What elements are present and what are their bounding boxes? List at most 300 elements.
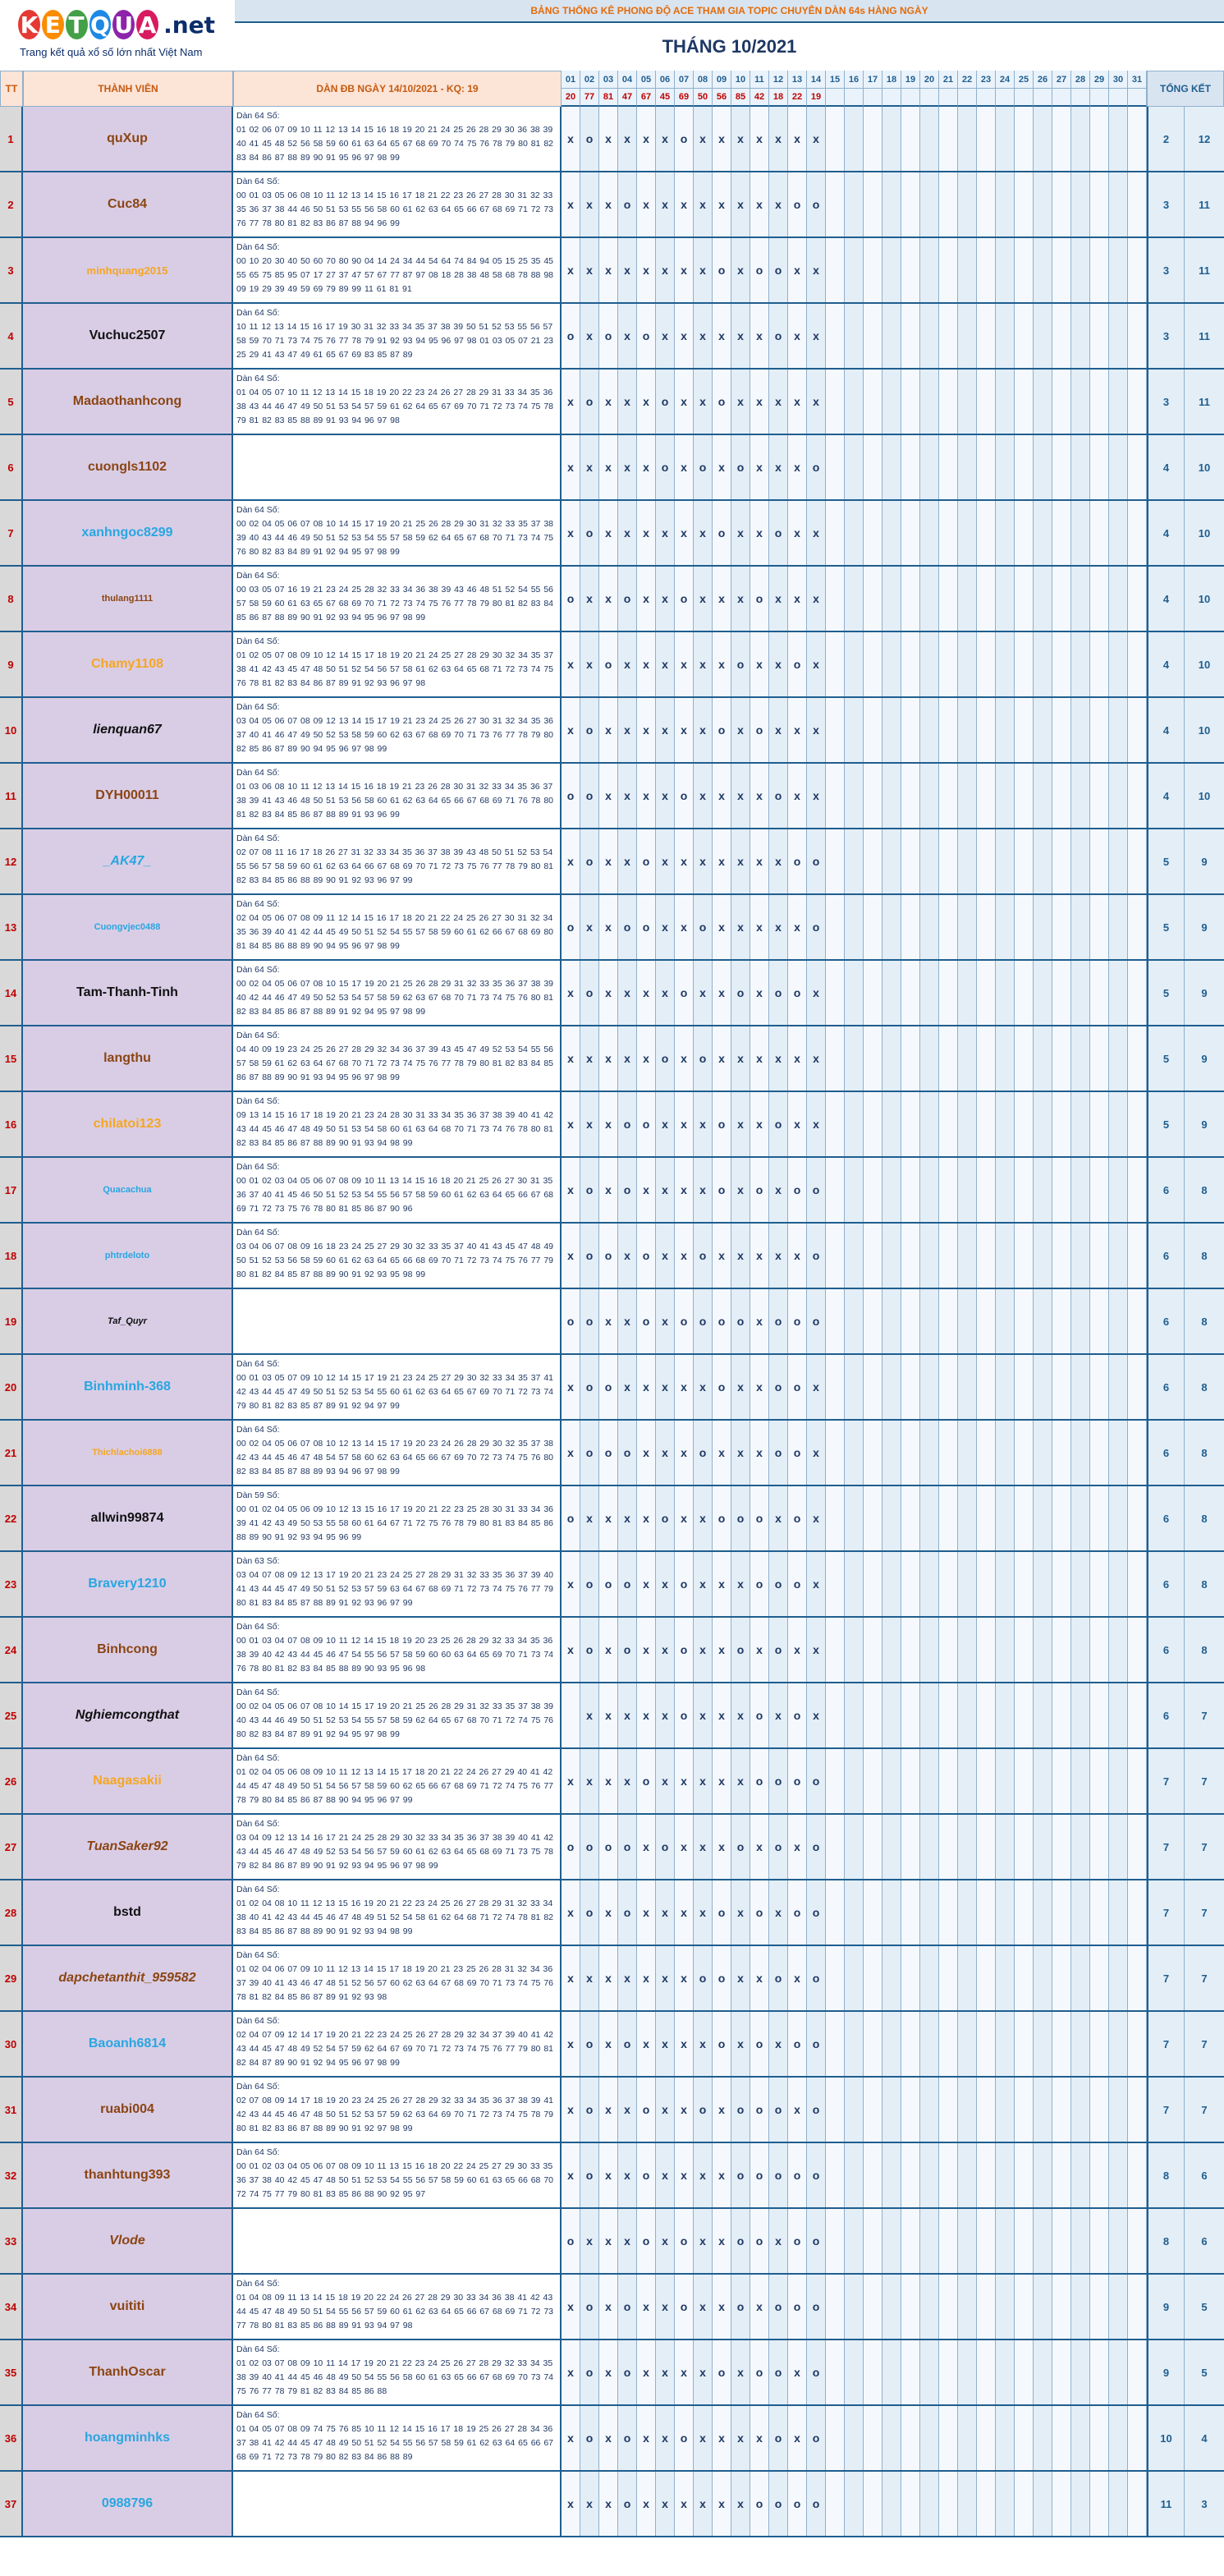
total-o: 7 xyxy=(1185,1946,1224,2010)
day-mark: x xyxy=(637,2472,656,2536)
member-name[interactable]: Chamy1108 xyxy=(23,632,233,696)
day-mark: o xyxy=(580,961,599,1025)
total-x: 8 xyxy=(1147,2209,1185,2273)
member-name[interactable]: Nghiemcongthat xyxy=(23,1683,233,1747)
member-name[interactable]: Binhminh-368 xyxy=(23,1355,233,1419)
day-mark: x xyxy=(807,238,826,302)
day-mark xyxy=(1052,567,1071,631)
member-name[interactable]: minhquang2015 xyxy=(23,238,233,302)
day-mark xyxy=(1015,238,1034,302)
day-mark: x xyxy=(618,1486,637,1550)
logo-letter: U xyxy=(112,10,135,39)
day-mark: x xyxy=(807,1026,826,1091)
member-name[interactable]: ThanhOscar xyxy=(23,2340,233,2404)
day-mark xyxy=(977,1815,996,1879)
day-mark xyxy=(882,2472,901,2536)
row-index: 20 xyxy=(0,1355,23,1419)
member-name[interactable]: phtrdeloto xyxy=(23,1224,233,1288)
day-mark: x xyxy=(637,961,656,1025)
day-mark xyxy=(1071,1683,1090,1747)
day-mark xyxy=(1052,435,1071,499)
day-mark xyxy=(1071,172,1090,236)
day-mark: x xyxy=(618,2209,637,2273)
day-mark xyxy=(864,2012,882,2076)
day-mark: x xyxy=(788,1092,807,1156)
day-mark: x xyxy=(675,1026,694,1091)
day-mark: o xyxy=(807,829,826,893)
day-mark xyxy=(1109,829,1128,893)
row-index: 2 xyxy=(0,172,23,236)
day-mark: o xyxy=(618,2012,637,2076)
day-mark xyxy=(901,2143,920,2207)
dan-count-label: Dàn 64 Số: xyxy=(236,308,280,318)
day-mark xyxy=(1090,238,1109,302)
member-name[interactable]: Naagasakii xyxy=(23,1749,233,1813)
day-mark xyxy=(882,2143,901,2207)
day-mark: x xyxy=(656,567,675,631)
day-mark: o xyxy=(656,1815,675,1879)
day-mark: x xyxy=(713,1683,731,1747)
member-name[interactable]: Binhcong xyxy=(23,1618,233,1682)
total-x: 4 xyxy=(1147,764,1185,828)
day-mark xyxy=(958,2209,977,2273)
day-mark xyxy=(1128,2078,1147,2142)
member-name[interactable]: Madaothanhcong xyxy=(23,370,233,434)
day-mark: o xyxy=(769,1355,788,1419)
day-mark: x xyxy=(599,2340,618,2404)
day-mark: x xyxy=(694,1092,713,1156)
day-mark: x xyxy=(618,1224,637,1288)
member-name[interactable]: lienquan67 xyxy=(23,698,233,762)
day-mark: o xyxy=(750,698,769,762)
day-mark xyxy=(977,2275,996,2339)
day-mark: o xyxy=(694,1026,713,1091)
member-name[interactable]: Quacachua xyxy=(23,1158,233,1222)
day-mark xyxy=(1128,1224,1147,1288)
day-mark xyxy=(882,1815,901,1879)
day-mark: x xyxy=(694,1683,713,1747)
day-mark xyxy=(1090,895,1109,959)
day-mark xyxy=(901,1158,920,1222)
day-mark xyxy=(977,1749,996,1813)
day-mark xyxy=(901,698,920,762)
day-mark: o xyxy=(599,632,618,696)
member-name[interactable]: Vuchuc2507 xyxy=(23,304,233,368)
day-mark xyxy=(1052,2209,1071,2273)
day-mark xyxy=(845,2340,864,2404)
day-mark: x xyxy=(599,1749,618,1813)
member-name[interactable]: dapchetanthit_959582 xyxy=(23,1946,233,2010)
day-mark xyxy=(1090,1618,1109,1682)
day-mark: x xyxy=(807,1355,826,1419)
day-mark xyxy=(1071,238,1090,302)
day-mark xyxy=(1034,435,1052,499)
day-mark: x xyxy=(731,1946,750,2010)
day-mark xyxy=(1034,1618,1052,1682)
day-mark xyxy=(939,1421,958,1485)
day-mark xyxy=(901,764,920,828)
total-x: 7 xyxy=(1147,2012,1185,2076)
day-mark: x xyxy=(580,1092,599,1156)
day-mark: o xyxy=(618,2340,637,2404)
day-mark xyxy=(1034,1815,1052,1879)
day-mark xyxy=(1052,632,1071,696)
member-name[interactable]: thanhtung393 xyxy=(23,2143,233,2207)
member-name[interactable]: langthu xyxy=(23,1026,233,1091)
day-mark xyxy=(1109,1552,1128,1616)
day-mark: o xyxy=(694,435,713,499)
day-mark xyxy=(958,1486,977,1550)
total-o: 10 xyxy=(1185,632,1224,696)
day-mark: x xyxy=(750,172,769,236)
day-mark: x xyxy=(675,1224,694,1288)
day-mark xyxy=(845,2209,864,2273)
day-mark: x xyxy=(599,1946,618,2010)
row-index: 34 xyxy=(0,2275,23,2339)
day-mark xyxy=(977,304,996,368)
table-row xyxy=(0,2472,1224,2537)
day-mark: o xyxy=(807,2406,826,2470)
row-index: 4 xyxy=(0,304,23,368)
member-name[interactable]: Thichlachoi6888 xyxy=(23,1421,233,1485)
member-name[interactable]: xanhngoc8299 xyxy=(23,501,233,565)
day-mark: x xyxy=(713,1421,731,1485)
member-dan xyxy=(233,2209,562,2273)
member-name[interactable]: Taf_Quyr xyxy=(23,1289,233,1353)
day-mark xyxy=(826,2340,845,2404)
dan-numbers: 00 02 04 05 06 07 08 10 12 13 14 15 17 19 20 23 24 26 28 29 30 32 35 37 38 42 43 44 45 46 47 48 54 57 58 60 62 63 64 65 66 67 69 70 72 73 74 75 76 80 82 83 84 85 87 88 89 93 94 96 97 98 99 xyxy=(236,1439,553,1476)
day-mark xyxy=(1071,1946,1090,2010)
day-mark: x xyxy=(599,2406,618,2470)
row-index: 13 xyxy=(0,895,23,959)
day-mark: o xyxy=(731,2078,750,2142)
day-number: 17 xyxy=(864,71,882,89)
total-x: 4 xyxy=(1147,698,1185,762)
day-mark: o xyxy=(580,1618,599,1682)
table-row xyxy=(0,2406,1224,2472)
day-mark xyxy=(1071,1355,1090,1419)
member-name[interactable]: _AK47_ xyxy=(23,829,233,893)
member-dan xyxy=(233,1026,562,1091)
member-name[interactable]: 0988796 xyxy=(23,2472,233,2536)
day-mark xyxy=(958,1749,977,1813)
table-row xyxy=(0,2209,1224,2275)
member-dan xyxy=(233,370,562,434)
day-mark xyxy=(1071,2472,1090,2536)
logo-wordmark[interactable] xyxy=(18,7,215,43)
day-mark xyxy=(977,829,996,893)
member-name[interactable]: vuititi xyxy=(23,2275,233,2339)
day-mark xyxy=(939,2472,958,2536)
table-row xyxy=(0,2012,1224,2078)
day-mark xyxy=(939,2209,958,2273)
day-mark: x xyxy=(713,1224,731,1288)
day-mark xyxy=(1071,2012,1090,2076)
day-mark xyxy=(1015,370,1034,434)
day-mark xyxy=(1128,1421,1147,1485)
day-mark: x xyxy=(788,2340,807,2404)
day-mark: x xyxy=(656,1618,675,1682)
member-name[interactable]: hoangminhks xyxy=(23,2406,233,2470)
day-mark xyxy=(920,172,939,236)
day-mark: o xyxy=(580,501,599,565)
day-mark: o xyxy=(562,764,580,828)
member-name[interactable]: Cuc84 xyxy=(23,172,233,236)
day-mark xyxy=(1071,107,1090,171)
day-mark xyxy=(939,238,958,302)
day-mark: o xyxy=(807,1158,826,1222)
member-dan xyxy=(233,1421,562,1485)
day-mark: x xyxy=(769,1486,788,1550)
row-index: 16 xyxy=(0,1092,23,1156)
day-mark: o xyxy=(788,1880,807,1945)
member-dan xyxy=(233,2275,562,2339)
day-mark: x xyxy=(694,2406,713,2470)
day-mark xyxy=(920,1026,939,1091)
row-index: 24 xyxy=(0,1618,23,1682)
member-dan xyxy=(233,1552,562,1616)
member-name[interactable]: Tam-Thanh-Tinh xyxy=(23,961,233,1025)
day-mark xyxy=(882,1158,901,1222)
day-mark: x xyxy=(562,2012,580,2076)
day-mark xyxy=(864,1092,882,1156)
day-mark xyxy=(1128,1355,1147,1419)
day-mark: x xyxy=(788,2078,807,2142)
day-mark: o xyxy=(731,2209,750,2273)
day-mark: x xyxy=(731,172,750,236)
day-mark xyxy=(996,2143,1015,2207)
day-mark: x xyxy=(788,238,807,302)
member-name[interactable]: thulang1111 xyxy=(23,567,233,631)
day-mark xyxy=(958,1815,977,1879)
day-mark xyxy=(958,1158,977,1222)
site-logo[interactable] xyxy=(0,0,233,69)
day-mark: o xyxy=(618,1552,637,1616)
day-mark: x xyxy=(769,1158,788,1222)
dan-numbers: 00 01 02 03 04 05 06 07 08 09 10 11 13 14 15 16 18 20 21 25 26 27 30 31 35 36 37 40 41 45 46 50 51 52 53 54 55 56 57 58 59 60 61 62 63 64 65 66 67 68 69 71 72 73 75 76 78 80 81 85 86 87 90 96 xyxy=(236,1176,553,1214)
dan-numbers: 03 04 05 06 07 08 09 12 13 14 15 17 19 21 23 24 25 26 27 30 31 32 34 35 36 37 40 41 46 47 49 50 52 53 58 59 60 62 63 67 68 69 70 71 73 76 77 78 79 80 82 85 86 87 89 90 94 95 96 97 98 99 xyxy=(236,716,553,754)
dan-count-label: Dàn 64 Số: xyxy=(236,2016,280,2026)
day-mark: x xyxy=(599,764,618,828)
day-mark xyxy=(996,435,1015,499)
total-x: 7 xyxy=(1147,1880,1185,1945)
day-mark: o xyxy=(694,2078,713,2142)
total-x: 7 xyxy=(1147,2078,1185,2142)
table-row xyxy=(0,1683,1224,1749)
day-mark xyxy=(1034,2340,1052,2404)
day-mark xyxy=(1090,2143,1109,2207)
day-mark xyxy=(958,2472,977,2536)
table-row xyxy=(0,1026,1224,1092)
day-mark: o xyxy=(731,2275,750,2339)
member-name[interactable]: bstd xyxy=(23,1880,233,1945)
day-mark xyxy=(977,501,996,565)
day-mark: x xyxy=(656,238,675,302)
day-mark: x xyxy=(694,2275,713,2339)
day-mark xyxy=(1071,2406,1090,2470)
day-mark: x xyxy=(656,1355,675,1419)
day-mark xyxy=(1109,435,1128,499)
day-mark xyxy=(939,764,958,828)
day-mark xyxy=(1128,1486,1147,1550)
day-mark xyxy=(1034,764,1052,828)
day-mark: o xyxy=(807,2209,826,2273)
day-mark xyxy=(1052,698,1071,762)
total-o: 7 xyxy=(1185,2078,1224,2142)
day-mark: o xyxy=(618,1815,637,1879)
day-result: 18 xyxy=(769,89,788,107)
day-mark xyxy=(1052,2472,1071,2536)
member-dan xyxy=(233,1683,562,1747)
day-mark xyxy=(845,1158,864,1222)
dan-numbers: 02 04 07 09 12 14 17 19 20 21 22 23 24 25 26 27 28 29 32 34 37 39 40 41 42 43 44 45 47 48 49 52 54 57 59 62 64 67 69 70 71 72 73 74 75 76 77 79 80 81 82 84 87 89 90 91 92 94 95 96 97 98 99 xyxy=(236,2030,553,2068)
member-name[interactable]: quXup xyxy=(23,107,233,171)
member-name[interactable]: TuanSaker92 xyxy=(23,1815,233,1879)
day-mark xyxy=(1071,1421,1090,1485)
day-mark xyxy=(882,1224,901,1288)
day-result: 69 xyxy=(675,89,694,107)
day-mark xyxy=(1034,698,1052,762)
day-mark: o xyxy=(637,829,656,893)
day-mark xyxy=(864,370,882,434)
day-mark: x xyxy=(769,370,788,434)
day-mark: o xyxy=(580,764,599,828)
member-dan xyxy=(233,1158,562,1222)
day-mark xyxy=(1128,2340,1147,2404)
day-mark xyxy=(845,370,864,434)
day-mark: x xyxy=(769,567,788,631)
day-result: 85 xyxy=(731,89,750,107)
day-mark: o xyxy=(788,1289,807,1353)
day-mark xyxy=(1109,698,1128,762)
row-index: 32 xyxy=(0,2143,23,2207)
day-result xyxy=(996,89,1015,107)
table-row xyxy=(0,895,1224,961)
day-mark: o xyxy=(580,2012,599,2076)
member-name[interactable]: Baoanh6814 xyxy=(23,2012,233,2076)
day-mark xyxy=(939,961,958,1025)
day-mark: x xyxy=(713,2472,731,2536)
member-name[interactable]: DYH00011 xyxy=(23,764,233,828)
day-mark: x xyxy=(750,961,769,1025)
member-name[interactable]: chilatoi123 xyxy=(23,1092,233,1156)
day-mark: x xyxy=(599,1289,618,1353)
day-mark: x xyxy=(618,698,637,762)
day-mark: o xyxy=(580,1880,599,1945)
day-mark xyxy=(996,370,1015,434)
day-mark: x xyxy=(618,1289,637,1353)
member-name[interactable]: Bravery1210 xyxy=(23,1552,233,1616)
logo-tagline: Trang kết quả xổ số lớn nhất Việt Nam xyxy=(20,46,203,58)
day-mark xyxy=(901,1683,920,1747)
day-mark xyxy=(901,1749,920,1813)
day-number: 14 xyxy=(807,71,826,89)
day-result xyxy=(864,89,882,107)
day-mark: x xyxy=(807,370,826,434)
day-mark: o xyxy=(580,370,599,434)
day-mark xyxy=(1071,2209,1090,2273)
table-row xyxy=(0,2275,1224,2340)
day-mark: o xyxy=(637,1092,656,1156)
day-mark: x xyxy=(807,764,826,828)
day-mark xyxy=(1034,2275,1052,2339)
day-mark: o xyxy=(599,1224,618,1288)
day-mark xyxy=(1015,1815,1034,1879)
day-mark xyxy=(958,961,977,1025)
day-mark xyxy=(977,567,996,631)
member-name[interactable]: cuongls1102 xyxy=(23,435,233,499)
member-name[interactable]: Vlode xyxy=(23,2209,233,2273)
total-x: 5 xyxy=(1147,895,1185,959)
day-mark xyxy=(920,1289,939,1353)
day-mark: x xyxy=(694,961,713,1025)
day-mark xyxy=(1128,2012,1147,2076)
day-mark xyxy=(1052,1355,1071,1419)
row-index: 23 xyxy=(0,1552,23,1616)
day-mark xyxy=(920,2406,939,2470)
day-mark: o xyxy=(788,1355,807,1419)
day-mark: o xyxy=(656,370,675,434)
dan-count-label: Dàn 64 Số: xyxy=(236,1228,280,1237)
day-mark: x xyxy=(713,829,731,893)
day-mark xyxy=(845,1618,864,1682)
day-mark: o xyxy=(769,1815,788,1879)
total-o: 11 xyxy=(1185,370,1224,434)
day-mark xyxy=(826,172,845,236)
member-name[interactable]: ruabi004 xyxy=(23,2078,233,2142)
day-mark: x xyxy=(807,632,826,696)
table-row xyxy=(0,2143,1224,2209)
day-mark: x xyxy=(713,764,731,828)
row-index: 29 xyxy=(0,1946,23,2010)
dan-numbers: 00 10 20 30 40 50 60 70 80 90 04 14 24 34 44 54 64 74 84 94 05 15 25 35 45 55 65 75 85 95 07 17 27 37 47 57 67 77 87 97 08 18 28 38 48 58 68 78 88 98 09 19 29 39 49 59 69 79 89 99 11 61 81 91 xyxy=(236,256,553,294)
day-mark xyxy=(1109,1946,1128,2010)
member-name[interactable]: allwin99874 xyxy=(23,1486,233,1550)
member-dan xyxy=(233,2012,562,2076)
dan-numbers: 09 13 14 15 16 17 18 19 20 21 23 24 28 30 31 33 34 35 36 37 38 39 40 41 42 43 44 45 46 47 48 49 50 51 53 54 58 60 61 63 64 68 70 71 73 74 76 78 80 81 82 83 84 85 86 87 88 89 90 91 93 94 98 99 xyxy=(236,1110,553,1148)
day-mark xyxy=(826,370,845,434)
day-mark xyxy=(1052,2078,1071,2142)
header-member: THÀNH VIÊN xyxy=(23,71,233,107)
day-mark xyxy=(882,1946,901,2010)
day-mark: x xyxy=(580,567,599,631)
day-mark xyxy=(1128,1158,1147,1222)
total-x: 5 xyxy=(1147,1026,1185,1091)
day-mark xyxy=(977,238,996,302)
day-mark: x xyxy=(750,370,769,434)
day-mark: x xyxy=(562,1552,580,1616)
day-mark: x xyxy=(675,172,694,236)
day-mark xyxy=(882,764,901,828)
day-mark xyxy=(1015,2209,1034,2273)
day-mark xyxy=(901,501,920,565)
day-mark: x xyxy=(807,1618,826,1682)
day-mark xyxy=(1015,698,1034,762)
day-mark xyxy=(1090,2209,1109,2273)
member-name[interactable]: Cuongvjec0488 xyxy=(23,895,233,959)
day-mark: x xyxy=(580,1026,599,1091)
day-mark xyxy=(958,1552,977,1616)
dan-count-label: Dàn 64 Số: xyxy=(236,833,280,843)
day-mark xyxy=(1090,2275,1109,2339)
day-mark xyxy=(977,1683,996,1747)
total-x: 4 xyxy=(1147,567,1185,631)
day-mark xyxy=(1109,895,1128,959)
day-mark: x xyxy=(769,107,788,171)
day-mark xyxy=(996,567,1015,631)
day-mark: x xyxy=(580,435,599,499)
day-mark: x xyxy=(618,238,637,302)
